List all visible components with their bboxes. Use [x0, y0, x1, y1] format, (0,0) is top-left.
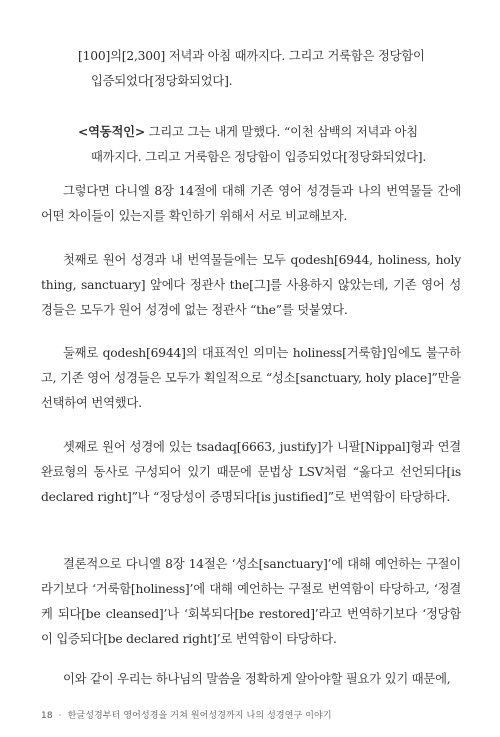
- paragraph: 그렇다면 다니엘 8장 14절에 대해 기존 영어 성경들과 나의 번역물들 간에 어떤 차이들이 있는지를 확인하기 위해서 서로 비교해보자.: [41, 184, 461, 223]
- running-title: 한글성경부터 영어성경을 거쳐 원어성경까지 나의 성경연구 이야기: [67, 711, 332, 721]
- paragraph: 결론적으로 다니엘 8장 14절은 ‘성소[sanctuary]’에 대해 예언하는 구절이라기보다 ‘거룩함[holiness]’에 대해 예언하는 구절로 번역함이 타당하고, ‘정결케 되다[be cleansed]’나 ‘회복되다[be restored]’라고 번역하기보다 ‘정당함이 입증되다[be declared right]’로 번역함이 타당하다.: [41, 557, 461, 646]
- page-number: 18: [41, 711, 53, 721]
- quote-body: 그리고 그는 내게 말했다. “이천 삼백의 저녁과 아침 때까지다. 그리고 거룩함은 정당함이 입증되었다[정당화되었다].: [91, 125, 427, 164]
- paragraph: 둘째로 qodesh[6944]의 대표적인 의미는 holiness[거룩함]임에도 불구하고, 기존 영어 성경들은 모두가 획일적으로 “성소[sanctuary, holy place]”만을 선택하여 번역했다.: [41, 346, 461, 410]
- page-footer: [41, 708, 332, 721]
- quote-text: [100]의[2,300] 저녁과 아침 때까지다. 그리고 거룩함은 정당함이 입증되었다[정당화되었다].: [78, 49, 425, 88]
- quote-block-dynamic: [78, 119, 430, 170]
- quote-label: <역동적인>: [78, 124, 145, 139]
- paragraph: 첫째로 원어 성경과 내 번역물들에는 모두 qodesh[6944, holiness, holy thing, sanctuary] 앞에다 정관사 the[그]를 사용하지 않았는데, 기존 영어 성경들은 모두가 원어 성경에 없는 정관사 “the”를 덧붙였다.: [41, 253, 461, 317]
- footer-separator: ·: [58, 711, 62, 721]
- paragraph: 이와 같이 우리는 하나님의 말씀을 정확하게 알아야할 필요가 있기 때문에,: [63, 672, 451, 686]
- paragraph: 셋째로 원어 성경에 있는 tsadaq[6663, justify]가 니팔[Nippal]형과 연결완료형의 동사로 구성되어 있기 때문에 문법상 LSV처럼 “옳다고 선언되다[is declared right]”나 “정당성이 증명되다[is justified]”로 번역함이 타당하다.: [41, 440, 461, 504]
- quote-text: [78, 119, 430, 170]
- quote-block-literal: [78, 44, 430, 94]
